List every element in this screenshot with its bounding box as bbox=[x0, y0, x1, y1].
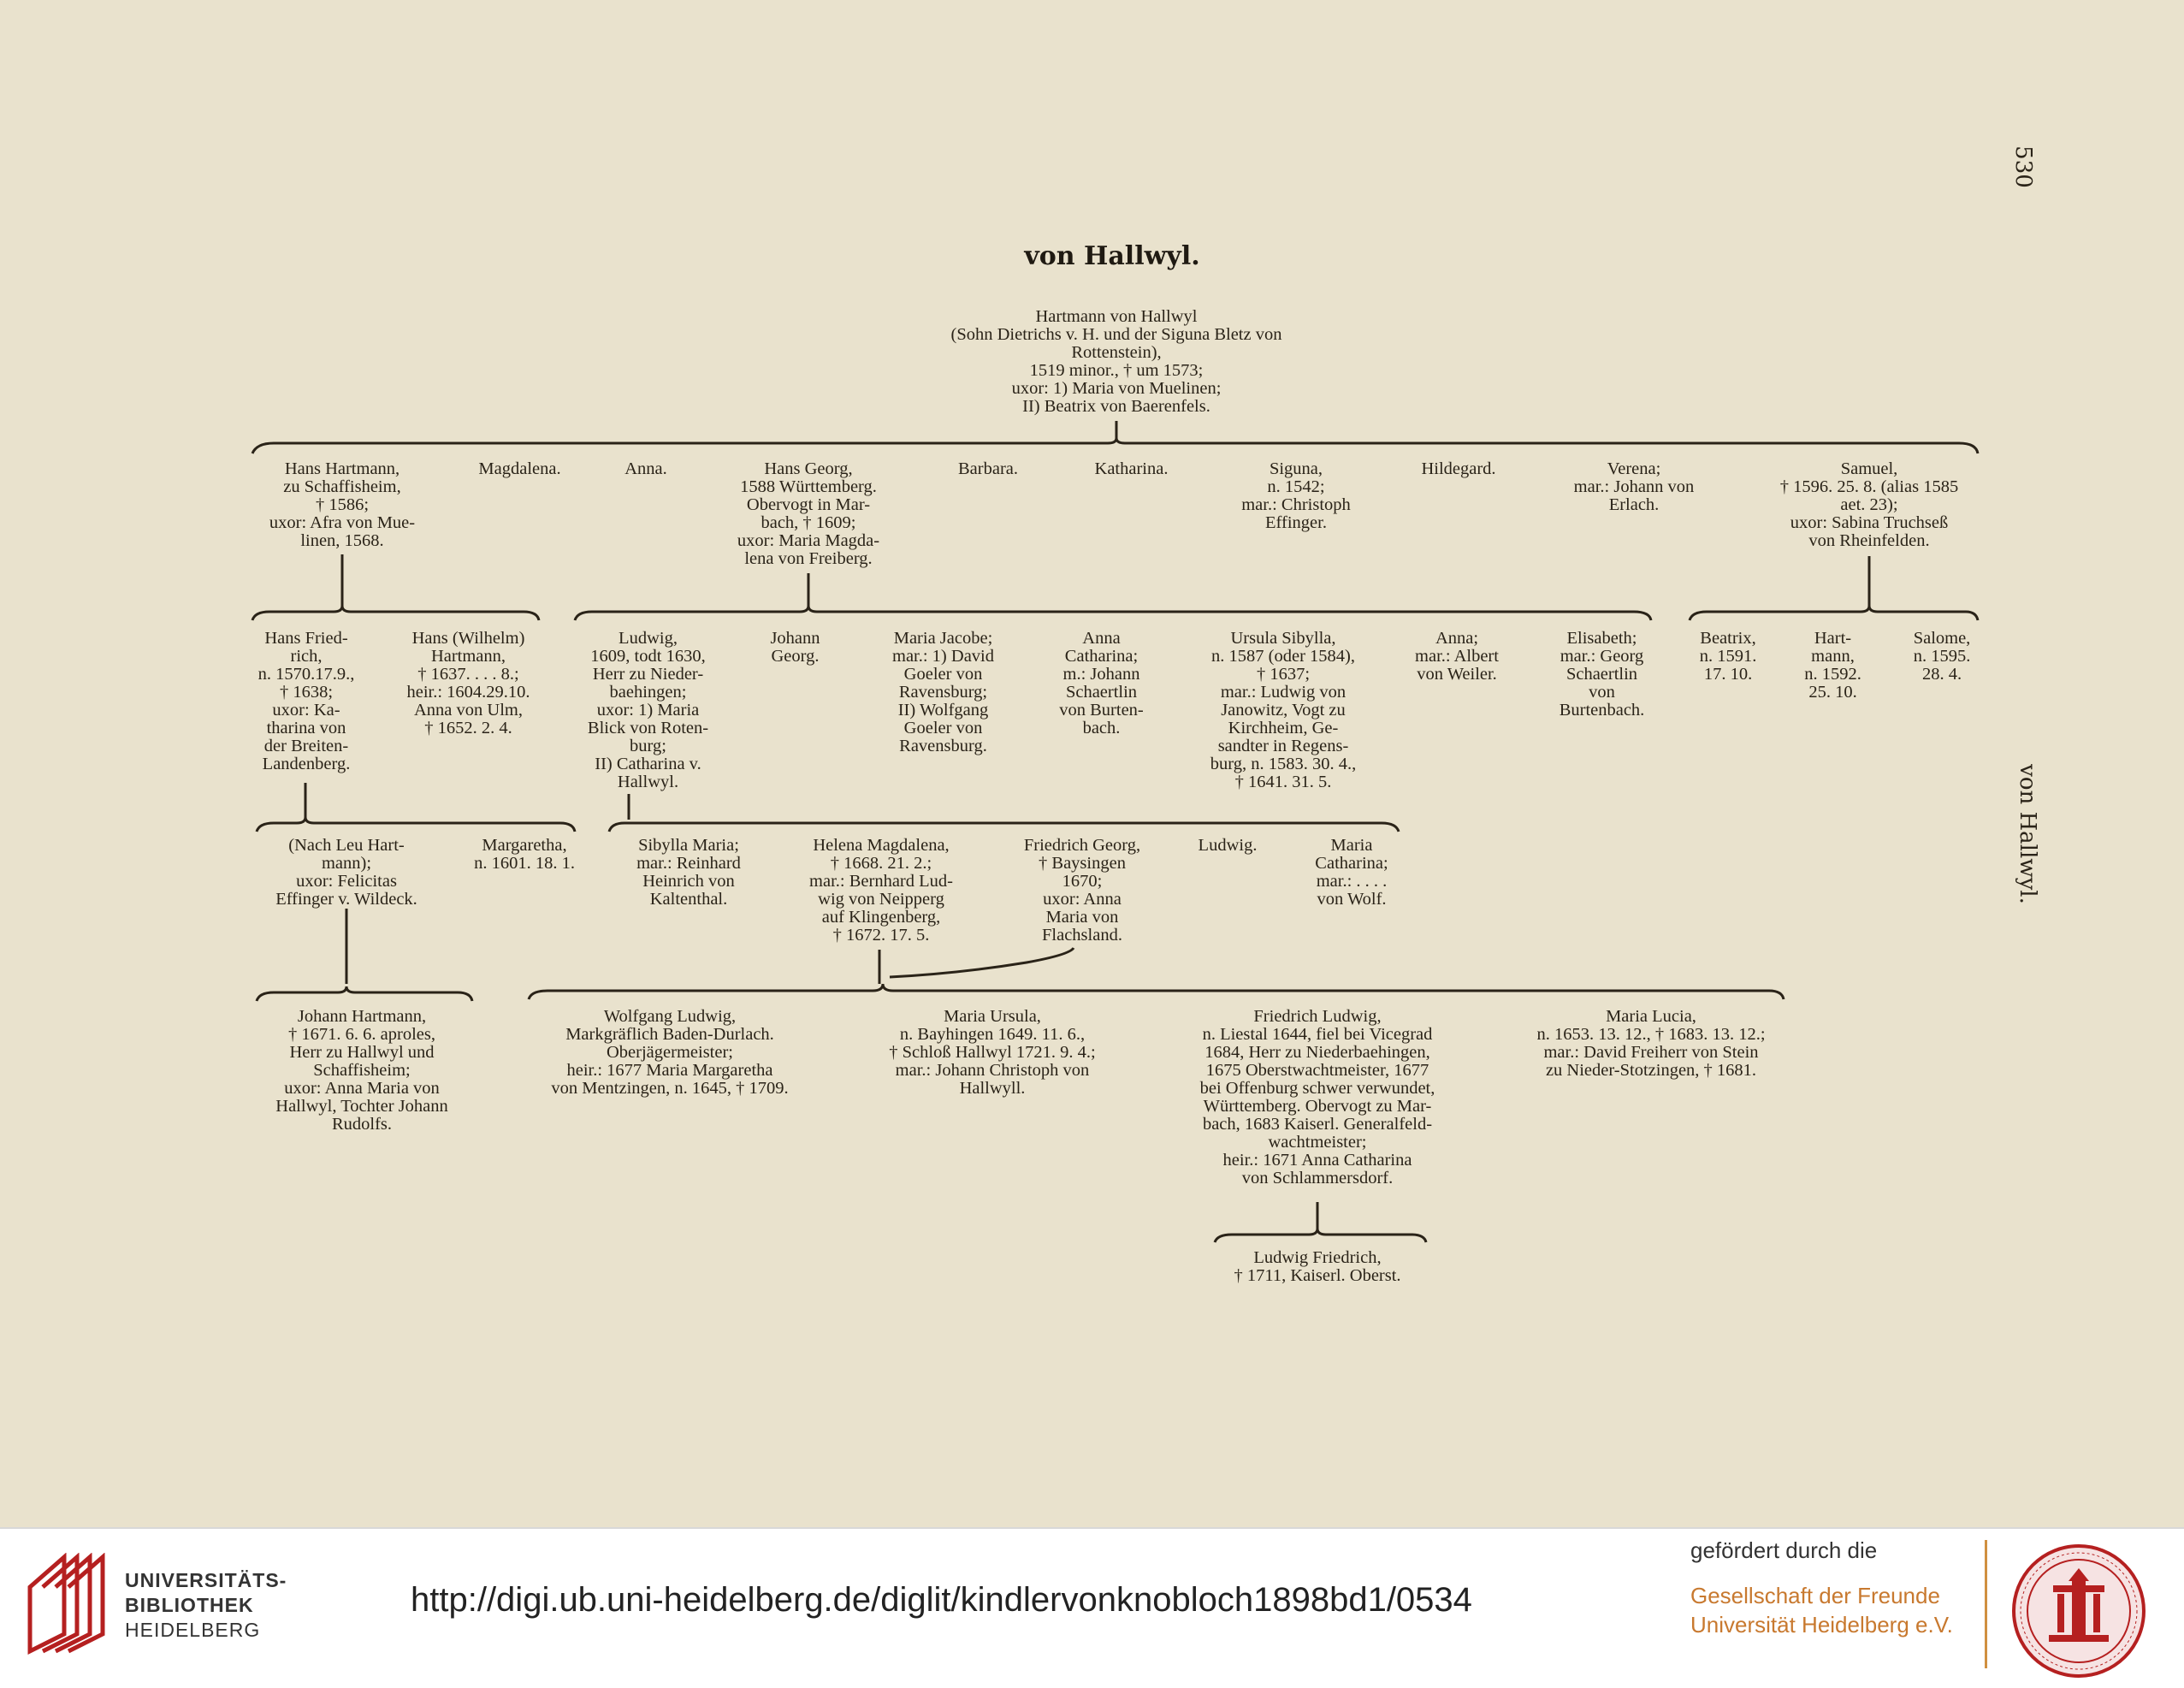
gen1-entry-hildegard: Hildegard. bbox=[1421, 459, 1496, 478]
gen3-entry-friedrich-georg: Friedrich Georg, † Baysingen 1670; uxor: Anna Maria von Flachsland. bbox=[1023, 836, 1141, 945]
gen4-entry-maria-lucia: Maria Lucia, n. 1653. 13. 12., † 1683. 13. 12.; mar.: David Freiherr von Stein zu Nieder-Stotzingen, † 1681. bbox=[1536, 1007, 1766, 1080]
digitization-url-link[interactable]: http://digi.ub.uni-heidelberg.de/diglit/kindlervonknobloch1898bd1/0534 bbox=[411, 1581, 1472, 1619]
sponsor-name-line1: Gesellschaft der Freunde bbox=[1690, 1583, 1940, 1608]
gen1-entry-hans-georg: Hans Georg, 1588 Württemberg. Obervogt in Mar- bach, † 1609; uxor: Maria Magda- lena von Freiberg. bbox=[737, 459, 880, 568]
gen1-entry-hans-hartmann: Hans Hartmann, zu Schaffisheim, † 1586; uxor: Afra von Mue- linen, 1568. bbox=[269, 459, 416, 550]
page-number: 530 bbox=[2010, 145, 2036, 188]
gen5-entry-ludwig-friedrich: Ludwig Friedrich, † 1711, Kaiserl. Oberst. bbox=[1234, 1248, 1401, 1285]
gen2-entry-hartmann: Hart- mann, n. 1592. 25. 10. bbox=[1804, 629, 1861, 702]
gen1-entry-samuel: Samuel, † 1596. 25. 8. (alias 1585 aet. 23); uxor: Sabina Truchseß von Rheinfelden. bbox=[1779, 459, 1959, 550]
root-ancestor-entry: Hartmann von Hallwyl (Sohn Dietrichs v. H. und der Siguna Bletz von Rottenstein), 1519 minor., † um 1573; uxor: 1) Maria von Muelinen; II) Beatrix von Baerenfels. bbox=[950, 307, 1282, 416]
gen1-entry-anna: Anna. bbox=[624, 459, 667, 478]
gen2-entry-maria-jacobe: Maria Jacobe; mar.: 1) David Goeler von Ravensburg; II) Wolfgang Goeler von Ravensburg. bbox=[892, 629, 994, 755]
sponsor-prefix: gefördert durch die bbox=[1690, 1537, 1878, 1563]
sponsor-name-line2: Universität Heidelberg e.V. bbox=[1690, 1612, 1953, 1638]
university-library-logo-icon bbox=[21, 1553, 115, 1655]
gen4-entry-maria-ursula: Maria Ursula, n. Bayhingen 1649. 11. 6., † Schloß Hallwyl 1721. 9. 4.; mar.: Johann Christoph von Hallwyll. bbox=[889, 1007, 1096, 1098]
gen4-entry-johann-hartmann: Johann Hartmann, † 1671. 6. 6. aproles, Herr zu Hallwyl und Schaffisheim; uxor: Anna Maria von Hallwyl, Tochter Johann Rudolfs. bbox=[275, 1007, 448, 1134]
gen2-entry-hans-wilhelm-hartmann: Hans (Wilhelm) Hartmann, † 1637. . . . 8.; heir.: 1604.29.10. Anna von Ulm, † 1652. 2. 4. bbox=[406, 629, 530, 737]
side-running-title: von Hallwyl. bbox=[2015, 764, 2040, 904]
gen2-entry-johann-georg: Johann Georg. bbox=[770, 629, 820, 666]
gen4-entry-friedrich-ludwig: Friedrich Ludwig, n. Liestal 1644, fiel bei Vicegrad 1684, Herr zu Niederbaehingen, 1675 Oberstwachtmeister, 1677 bei Offenburg schwer verwundet, Württemberg. Obervogt zu Mar- bach, 1683 Kaiserl. Generalfeld- wachtmeister; heir.: 1671 Anna Catharina von Schlammersdorf. bbox=[1199, 1007, 1435, 1188]
gen2-entry-ludwig: Ludwig, 1609, todt 1630, Herr zu Nieder- baehingen; uxor: 1) Maria Blick von Roten- burg; II) Catharina v. Hallwyl. bbox=[587, 629, 709, 791]
gen3-entry-margaretha: Margaretha, n. 1601. 18. 1. bbox=[474, 836, 575, 873]
gen1-entry-magdalena: Magdalena. bbox=[478, 459, 561, 478]
gen1-entry-verena: Verena; mar.: Johann von Erlach. bbox=[1573, 459, 1695, 514]
gen2-entry-beatrix: Beatrix, n. 1591. 17. 10. bbox=[1699, 629, 1757, 684]
library-name-line2: BIBLIOTHEK bbox=[125, 1594, 254, 1616]
gen2-entry-elisabeth: Elisabeth; mar.: Georg Schaertlin von Burtenbach. bbox=[1559, 629, 1645, 720]
gen2-entry-salome: Salome, n. 1595. 28. 4. bbox=[1913, 629, 1971, 684]
page-title: von Hallwyl. bbox=[1024, 241, 1200, 271]
gen3-entry-helena-magdalena: Helena Magdalena, † 1668. 21. 2.; mar.: Bernhard Lud- wig von Neipperg auf Klingenberg, † 1672. 17. 5. bbox=[809, 836, 953, 945]
gen3-entry-sibylla-maria: Sibylla Maria; mar.: Reinhard Heinrich von Kaltenthal. bbox=[636, 836, 741, 909]
gen4-entry-wolfgang-ludwig: Wolfgang Ludwig, Markgräflich Baden-Durlach. Oberjägermeister; heir.: 1677 Maria Margaretha von Mentzingen, n. 1645, † 1709. bbox=[551, 1007, 789, 1098]
footer-divider bbox=[1985, 1540, 1987, 1668]
gen3-entry-maria-catharina: Maria Catharina; mar.: . . . . von Wolf. bbox=[1315, 836, 1388, 909]
university-seal-icon bbox=[2010, 1543, 2147, 1679]
gen1-entry-barbara: Barbara. bbox=[958, 459, 1018, 478]
gen3-entry-nach-leu-hartmann: (Nach Leu Hart- mann); uxor: Felicitas Effinger v. Wildeck. bbox=[275, 836, 417, 909]
library-name-line1: UNIVERSITÄTS- bbox=[125, 1569, 287, 1591]
library-name-line3: HEIDELBERG bbox=[125, 1619, 261, 1641]
gen1-entry-siguna: Siguna, n. 1542; mar.: Christoph Effinger. bbox=[1241, 459, 1351, 532]
gen1-entry-katharina: Katharina. bbox=[1094, 459, 1169, 478]
gen2-entry-anna-catharina: Anna Catharina; m.: Johann Schaertlin von Burten- bach. bbox=[1059, 629, 1144, 737]
gen2-entry-hans-friedrich: Hans Fried- rich, n. 1570.17.9., † 1638; uxor: Ka- tharina von der Breiten- Landenberg. bbox=[257, 629, 355, 773]
gen2-entry-anna-weiler: Anna; mar.: Albert von Weiler. bbox=[1415, 629, 1499, 684]
gen2-entry-ursula-sibylla: Ursula Sibylla, n. 1587 (oder 1584), † 1637; mar.: Ludwig von Janowitz, Vogt zu Kirchheim, Ge- sandter in Regens- burg, n. 1583. 30. 4., † 1641. 31. 5. bbox=[1210, 629, 1357, 791]
gen3-entry-ludwig: Ludwig. bbox=[1198, 836, 1258, 855]
